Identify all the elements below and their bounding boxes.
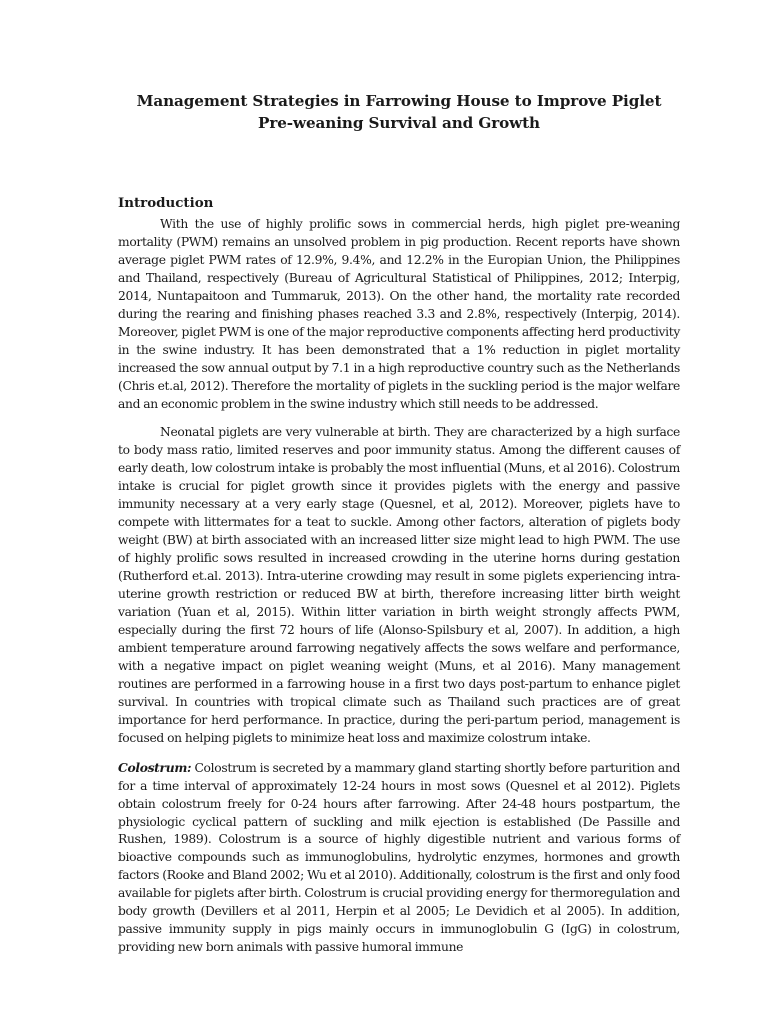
- document-page: [118, 90, 680, 968]
- section-heading-introduction: Introduction: [118, 195, 214, 211]
- colostrum-text: Colostrum is secreted by a mammary gland starting shortly before parturition and for a time interval of approximately 12-24 hours in most sows (Quesnel et al 2012). Piglets obtain colostrum freely for 0-24 hours after farrowing. After 24-48 hours postpartum, the physiologic cyclical pattern of suckling and milk ejection is established (De Passille and Rushen, 1989). Colostrum is a source of highly digestible nutrient and various forms of bioactive compounds such as immunoglobulins, hydrolytic enzymes, hormones and growth factors (Rooke and Bland 2002; Wu et al 2010). Additionally, colostrum is the first and only food available for piglets after birth. Colostrum is crucial providing energy for thermoregulation and body growth (Devillers et al 2011, Herpin et al 2005; Le Devidich et al 2005). In addition, passive immunity supply in pigs mainly occurs in immunoglobulin G (IgG) in colostrum, providing new born animals with passive humoral immune: [118, 760, 680, 955]
- paragraph-intro-1: With the use of highly prolific sows in commercial herds, high piglet pre-weaning mortality (PWM) remains an unsolved problem in pig production. Recent reports have shown average piglet PWM rates of 12.9%, 9.4%, and 12.2% in the Europian Union, the Philippines and Thailand, respectively (Bureau of Agricultural Statistical of Philippines, 2012; Interpig, 2014, Nuntapaitoon and Tummaruk, 2013). On the other hand, the mortality rate recorded during the rearing and finishing phases reached 3.3 and 2.8%, respectively (Interpig, 2014). Moreover, piglet PWM is one of the major reproductive components affecting herd productivity in the swine industry. It has been demonstrated that a 1% reduction in piglet mortality increased the sow annual output by 7.1 in a high reproductive country such as the Netherlands (Chris et.al, 2012). Therefore the mortality of piglets in the suckling period is the major welfare and an economic problem in the swine industry which still needs to be addressed.: [118, 217, 680, 411]
- paragraph-intro-2: Neonatal piglets are very vulnerable at birth. They are characterized by a high surface to body mass ratio, limited reserves and poor immunity status. Among the different causes of early death, low colostrum intake is probably the most influential (Muns, et al 2016). Colostrum intake is crucial for piglet growth since it provides piglets with the energy and passive immunity necessary at a very early stage (Quesnel, et al, 2012). Moreover, piglets have to compete with littermates for a teat to suckle. Among other factors, alteration of piglets body weight (BW) at birth associated with an increased litter size might lead to high PWM. The use of highly prolific sows resulted in increased crowding in the uterine horns during gestation (Rutherford et.al. 2013). Intra-uterine crowding may result in some piglets experiencing intra-uterine growth restriction or reduced BW at birth, therefore increasing litter birth weight variation (Yuan et al, 2015). Within litter variation in birth weight strongly affects PWM, especially during the first 72 hours of life (Alonso-Spilsbury et al, 2007). In addition, a high ambient temperature around farrowing negatively affects the sows welfare and performance, with a negative impact on piglet weaning weight (Muns, et al 2016). Many management routines are performed in a farrowing house in a first two days post-partum to enhance piglet survival. In countries with tropical climate such as Thailand such practices are of great importance for herd performance. In practice, during the peri-partum period, management is focused on helping piglets to minimize heat loss and maximize colostrum intake.: [118, 425, 680, 745]
- document-title: Management Strategies in Farrowing House to Improve Piglet Pre-weaning Survival and Growth: [136, 92, 662, 132]
- colostrum-label: Colostrum:: [118, 759, 192, 775]
- paragraph-colostrum: [118, 759, 680, 957]
